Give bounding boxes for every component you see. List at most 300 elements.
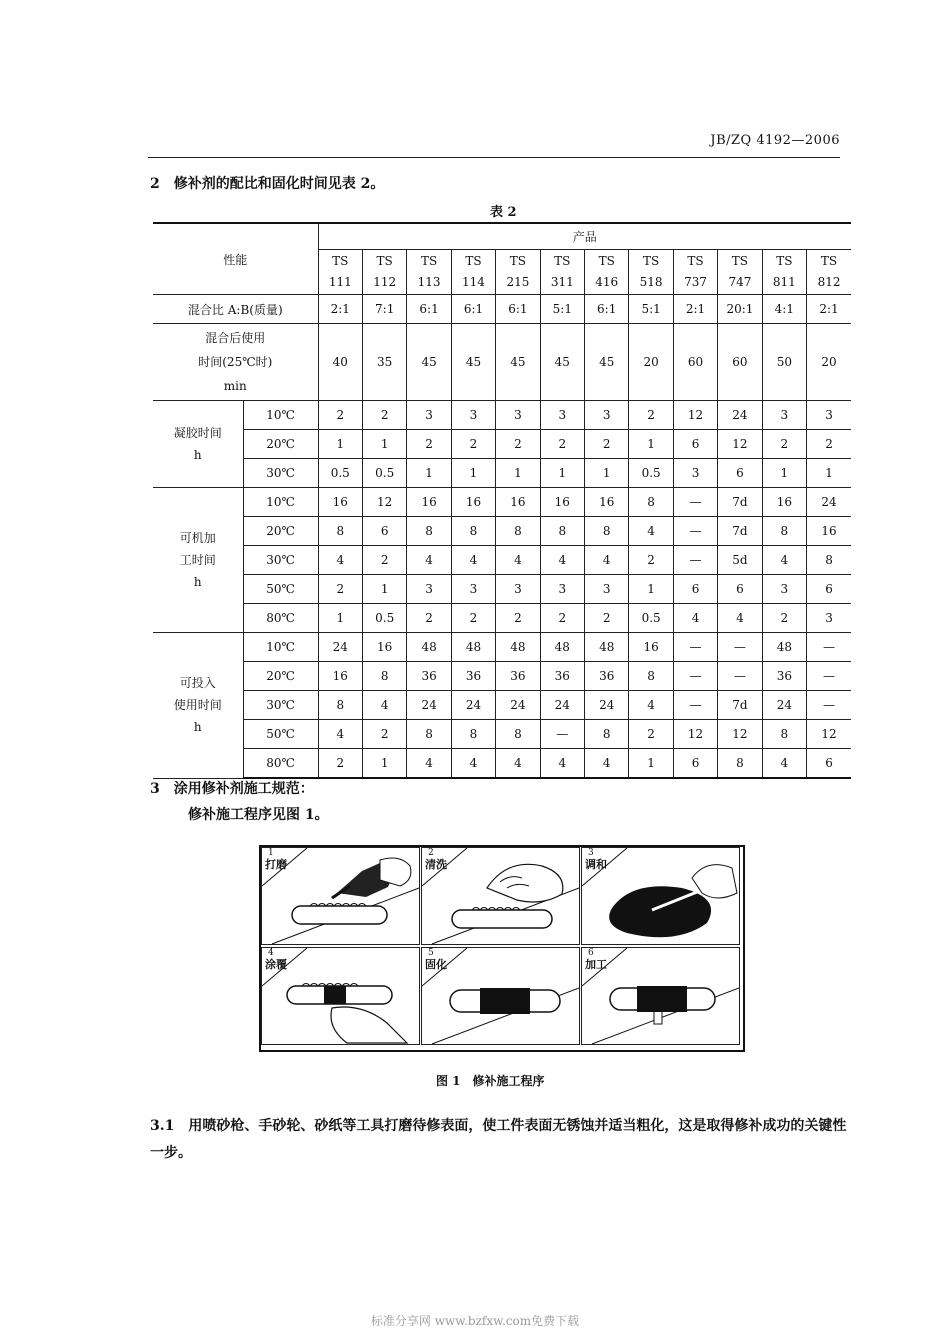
value-cell xyxy=(762,633,806,662)
value: 6:1 xyxy=(508,302,528,316)
value-cell xyxy=(496,633,540,662)
value: 40 xyxy=(332,355,348,369)
value-cell xyxy=(807,633,851,662)
value-cell xyxy=(629,633,673,662)
group-label-line: h xyxy=(193,575,202,589)
value: 50 xyxy=(776,355,792,369)
value-cell xyxy=(496,517,540,546)
value: 60 xyxy=(732,355,748,369)
product-prefix: TS xyxy=(420,254,438,268)
value-cell xyxy=(807,720,851,749)
value-cell xyxy=(362,517,406,546)
value: 1 xyxy=(780,466,789,480)
value: 8 xyxy=(514,727,522,741)
temperature: 30℃ xyxy=(266,466,295,480)
value-cell xyxy=(362,488,406,517)
value: 16 xyxy=(332,495,348,509)
value: 12 xyxy=(687,408,704,422)
value-cell xyxy=(362,401,406,430)
value-cell xyxy=(540,749,584,779)
value: 4:1 xyxy=(774,302,794,316)
value-cell xyxy=(407,633,451,662)
value-cell xyxy=(318,401,362,430)
value: 4 xyxy=(425,553,433,567)
value-cell xyxy=(585,691,629,720)
value-cell xyxy=(585,295,629,324)
value-cell xyxy=(629,749,673,779)
time-row xyxy=(153,749,851,779)
product-cell xyxy=(762,250,806,295)
value: 1 xyxy=(514,466,522,480)
panel-label: 清洗 xyxy=(425,858,447,871)
value: 4 xyxy=(469,756,478,770)
product-number: 311 xyxy=(550,275,574,289)
temperature: 30℃ xyxy=(266,553,295,567)
value-cell xyxy=(585,662,629,691)
value: 3 xyxy=(514,582,522,596)
product-prefix: TS xyxy=(820,254,838,268)
value: 3 xyxy=(602,582,611,596)
mix-ratio-label: 混合比 A:B(质量) xyxy=(187,302,283,317)
panel-label: 固化 xyxy=(425,958,447,971)
value-cell xyxy=(718,720,762,749)
value-cell xyxy=(451,459,495,488)
value: 6:1 xyxy=(597,302,617,316)
value-cell xyxy=(451,488,495,517)
section-3-subtitle: 修补施工程序见图 1。 xyxy=(188,807,329,823)
value: 16 xyxy=(421,495,437,509)
value: 16 xyxy=(465,495,482,509)
value-cell xyxy=(807,488,851,517)
value: 48 xyxy=(510,640,526,654)
value-cell xyxy=(585,575,629,604)
value-cell xyxy=(318,459,362,488)
value: 2 xyxy=(514,611,522,625)
pot-life-row xyxy=(153,324,851,401)
value: 6 xyxy=(825,582,833,596)
value: 3 xyxy=(780,408,789,422)
value-cell xyxy=(451,604,495,633)
value-cell xyxy=(629,691,673,720)
value: 0.5 xyxy=(375,611,395,625)
product-cell xyxy=(407,250,451,295)
value-cell xyxy=(362,633,406,662)
value-cell xyxy=(496,691,540,720)
temperature: 50℃ xyxy=(266,582,295,596)
value-cell xyxy=(807,459,851,488)
value-cell xyxy=(362,749,406,779)
value-cell xyxy=(451,546,495,575)
product-number: 113 xyxy=(417,275,441,289)
value: — xyxy=(689,669,702,683)
value-cell xyxy=(451,430,495,459)
value: 12 xyxy=(732,727,748,741)
section-2-heading: 2 修补剂的配比和固化时间见表 2。 xyxy=(150,176,385,192)
value: 8 xyxy=(602,524,611,538)
value-cell xyxy=(362,546,406,575)
time-row xyxy=(153,604,851,633)
value: 4 xyxy=(647,698,655,712)
value: 24 xyxy=(821,495,837,509)
value-cell xyxy=(629,324,673,401)
value: 1 xyxy=(336,611,345,625)
time-row xyxy=(153,517,851,546)
value: 8 xyxy=(425,727,433,741)
pot-life-label-line: 时间(25℃时) xyxy=(198,355,273,369)
group-label-line: 工时间 xyxy=(179,553,216,567)
temperature: 30℃ xyxy=(266,698,295,712)
value-cell xyxy=(451,691,495,720)
spec-table xyxy=(153,222,851,779)
temperature: 80℃ xyxy=(266,611,295,625)
value: 3 xyxy=(602,408,611,422)
panel-machining xyxy=(581,947,740,1045)
value: 8 xyxy=(602,727,611,741)
value: 0.5 xyxy=(641,611,661,625)
value-cell xyxy=(629,295,673,324)
temperature-cell xyxy=(243,488,318,517)
panel-number: 2 xyxy=(428,848,434,858)
value: 0.5 xyxy=(330,466,350,480)
temperature: 50℃ xyxy=(266,727,295,741)
panel-cleaning xyxy=(421,847,580,945)
value-cell xyxy=(540,546,584,575)
value: 24 xyxy=(421,698,437,712)
value: 4 xyxy=(780,756,789,770)
value-cell xyxy=(673,517,717,546)
value: — xyxy=(689,524,702,538)
value: 20 xyxy=(643,355,659,369)
value-cell xyxy=(762,749,806,779)
value-cell xyxy=(762,324,806,401)
value: 8 xyxy=(647,669,655,683)
value-cell xyxy=(451,720,495,749)
value-cell xyxy=(718,324,762,401)
value-cell xyxy=(762,604,806,633)
value-cell xyxy=(318,517,362,546)
value: 6:1 xyxy=(419,302,439,316)
value: 8 xyxy=(469,727,478,741)
value-cell xyxy=(318,324,362,401)
value: 1 xyxy=(647,756,655,770)
value: 2 xyxy=(336,408,345,422)
product-prefix: TS xyxy=(376,254,393,268)
value-cell xyxy=(762,430,806,459)
value-cell xyxy=(407,546,451,575)
value: 3 xyxy=(425,408,433,422)
product-number: 112 xyxy=(373,275,397,289)
value: 6 xyxy=(380,524,389,538)
value-cell xyxy=(762,662,806,691)
value: 45 xyxy=(554,355,570,369)
value-cell xyxy=(762,295,806,324)
panel-label: 打磨 xyxy=(265,858,287,871)
value: 6:1 xyxy=(463,302,484,316)
panel-number: 1 xyxy=(268,848,274,858)
time-row xyxy=(153,459,851,488)
product-prefix: TS xyxy=(776,254,793,268)
value: 0.5 xyxy=(375,466,395,480)
value-cell xyxy=(807,401,851,430)
value: 7d xyxy=(732,698,748,712)
value-cell xyxy=(585,324,629,401)
value: 4 xyxy=(780,553,789,567)
value-cell xyxy=(718,546,762,575)
value-cell xyxy=(585,459,629,488)
value-cell xyxy=(496,662,540,691)
temperature-cell xyxy=(243,546,318,575)
value-cell xyxy=(318,546,362,575)
product-number: 215 xyxy=(506,275,530,289)
value: — xyxy=(689,640,702,654)
value: 6 xyxy=(736,582,744,596)
value-cell xyxy=(362,662,406,691)
product-prefix: TS xyxy=(509,254,526,268)
value: 5:1 xyxy=(641,302,661,316)
product-number: 747 xyxy=(728,275,752,289)
value: — xyxy=(689,553,702,567)
value-cell xyxy=(629,459,673,488)
value-cell xyxy=(807,324,851,401)
value-cell xyxy=(673,575,717,604)
value: 2 xyxy=(647,553,655,567)
value: 1 xyxy=(647,437,655,451)
value-cell xyxy=(362,324,406,401)
footer-watermark: 标准分享网 www.bzfxw.com免费下载 xyxy=(370,1314,580,1328)
value-cell xyxy=(718,662,762,691)
value: 45 xyxy=(510,355,526,369)
value: 2 xyxy=(380,727,389,741)
value-cell xyxy=(629,662,673,691)
time-row xyxy=(153,488,851,517)
value-cell xyxy=(807,430,851,459)
value-cell xyxy=(629,488,673,517)
value-cell xyxy=(540,430,584,459)
value: 4 xyxy=(647,524,655,538)
value-cell xyxy=(496,324,540,401)
value: 20 xyxy=(821,355,837,369)
property-header: 性能 xyxy=(223,252,248,267)
value-cell xyxy=(496,604,540,633)
value: 8 xyxy=(336,698,345,712)
value-cell xyxy=(407,691,451,720)
value-cell xyxy=(673,633,717,662)
value: 36 xyxy=(776,669,792,683)
value: 2:1 xyxy=(819,302,839,316)
value: 4 xyxy=(336,727,345,741)
product-prefix: TS xyxy=(642,254,660,268)
group-label-line: 凝胶时间 xyxy=(173,426,222,440)
value-cell xyxy=(451,575,495,604)
value: 3 xyxy=(425,582,433,596)
value-cell xyxy=(762,459,806,488)
value: — xyxy=(733,669,746,683)
value-cell xyxy=(629,604,673,633)
group-label-line: 使用时间 xyxy=(173,698,222,713)
temperature-cell xyxy=(243,633,318,662)
value: 16 xyxy=(510,495,526,509)
group-label-line: h xyxy=(193,720,202,735)
value-cell xyxy=(540,324,584,401)
value: 12 xyxy=(732,437,748,451)
value: 1 xyxy=(647,582,655,596)
value: 60 xyxy=(687,355,704,369)
time-row xyxy=(153,691,851,720)
temperature: 10℃ xyxy=(266,640,295,654)
value-cell xyxy=(718,633,762,662)
temperature-cell xyxy=(243,575,318,604)
value-cell xyxy=(762,575,806,604)
product-prefix: TS xyxy=(332,254,349,268)
value: 16 xyxy=(332,669,348,683)
value-cell xyxy=(540,459,584,488)
value-cell xyxy=(407,749,451,779)
value-cell xyxy=(673,324,717,401)
mix-ratio-row xyxy=(153,295,851,324)
group-label-line: h xyxy=(193,448,202,462)
product-number: 111 xyxy=(328,275,352,289)
value: 35 xyxy=(377,355,393,369)
temperature-cell xyxy=(243,517,318,546)
value-cell xyxy=(362,575,406,604)
value-cell xyxy=(496,546,540,575)
value-cell xyxy=(496,430,540,459)
value-cell xyxy=(718,430,762,459)
value: 5d xyxy=(732,553,748,567)
value: 1 xyxy=(336,437,345,451)
group-label-line: 可投入 xyxy=(179,676,216,691)
product-number: 812 xyxy=(817,275,841,289)
panel-label: 加工 xyxy=(585,958,607,971)
value-cell xyxy=(407,517,451,546)
value: 4 xyxy=(602,756,611,770)
panel-label: 涂覆 xyxy=(265,958,287,971)
value: 12 xyxy=(821,727,837,741)
value: 4 xyxy=(469,553,478,567)
value-cell xyxy=(807,749,851,779)
value: 16 xyxy=(599,495,615,509)
value-cell xyxy=(718,401,762,430)
value-cell xyxy=(629,517,673,546)
value: 24 xyxy=(599,698,615,712)
temperature: 20℃ xyxy=(266,524,295,538)
value: 2 xyxy=(469,437,478,451)
value: 1 xyxy=(469,466,478,480)
product-cell xyxy=(629,250,673,295)
value-cell xyxy=(673,488,717,517)
value-cell xyxy=(318,749,362,779)
value: 1 xyxy=(558,466,567,480)
value: 24 xyxy=(554,698,570,712)
time-row xyxy=(153,662,851,691)
value: 45 xyxy=(599,355,615,369)
value-cell xyxy=(673,662,717,691)
product-cell xyxy=(673,250,717,295)
value: 48 xyxy=(776,640,792,654)
value: 20:1 xyxy=(726,302,754,316)
value-cell xyxy=(673,720,717,749)
value-cell xyxy=(807,517,851,546)
value: 4 xyxy=(380,698,389,712)
value: 2 xyxy=(825,437,833,451)
value-cell xyxy=(407,488,451,517)
value: 16 xyxy=(821,524,837,538)
value: 36 xyxy=(554,669,570,683)
group-label-cell xyxy=(153,401,243,488)
value-cell xyxy=(762,401,806,430)
value: 8 xyxy=(380,669,389,683)
value-cell xyxy=(318,295,362,324)
value-cell xyxy=(807,604,851,633)
value: 16 xyxy=(643,640,659,654)
value-cell xyxy=(585,546,629,575)
product-header-cell xyxy=(318,223,851,250)
value-cell xyxy=(585,488,629,517)
value: 48 xyxy=(465,640,482,654)
time-row xyxy=(153,401,851,430)
value-cell xyxy=(496,749,540,779)
value: 36 xyxy=(599,669,615,683)
product-cell xyxy=(718,250,762,295)
value-cell xyxy=(673,604,717,633)
value-cell xyxy=(807,575,851,604)
value-cell xyxy=(718,604,762,633)
value: 8 xyxy=(825,553,833,567)
value: 2 xyxy=(780,611,789,625)
value: 3 xyxy=(691,466,700,480)
value-cell xyxy=(318,662,362,691)
value-cell xyxy=(318,691,362,720)
value-cell xyxy=(585,604,629,633)
value: 8 xyxy=(780,524,789,538)
value: 2 xyxy=(425,611,433,625)
value-cell xyxy=(407,604,451,633)
value-cell xyxy=(496,720,540,749)
temperature-cell xyxy=(243,401,318,430)
value-cell xyxy=(807,691,851,720)
value-cell xyxy=(540,488,584,517)
value: 3 xyxy=(825,408,833,422)
value: 3 xyxy=(469,582,478,596)
value: 3 xyxy=(558,582,567,596)
value-cell xyxy=(673,459,717,488)
value: 2 xyxy=(425,437,433,451)
value: 2 xyxy=(558,611,567,625)
temperature: 20℃ xyxy=(266,669,295,683)
product-number: 416 xyxy=(595,275,619,289)
product-prefix: TS xyxy=(687,254,704,268)
temperature-cell xyxy=(243,430,318,459)
value-cell xyxy=(673,546,717,575)
value-cell xyxy=(362,604,406,633)
product-prefix: TS xyxy=(731,254,749,268)
value: 8 xyxy=(558,524,567,538)
value: 7:1 xyxy=(375,302,395,316)
header-rule xyxy=(148,157,840,158)
temperature: 20℃ xyxy=(266,437,295,451)
temperature-cell xyxy=(243,604,318,633)
value-cell xyxy=(585,517,629,546)
value: 4 xyxy=(514,756,522,770)
value-cell xyxy=(496,401,540,430)
document-code: JB/ZQ 4192—2006 xyxy=(710,133,840,148)
value-cell xyxy=(629,430,673,459)
value: 2 xyxy=(380,408,389,422)
value: 24 xyxy=(732,408,748,422)
value: 36 xyxy=(421,669,437,683)
value: — xyxy=(556,727,569,741)
value: 2 xyxy=(602,437,611,451)
